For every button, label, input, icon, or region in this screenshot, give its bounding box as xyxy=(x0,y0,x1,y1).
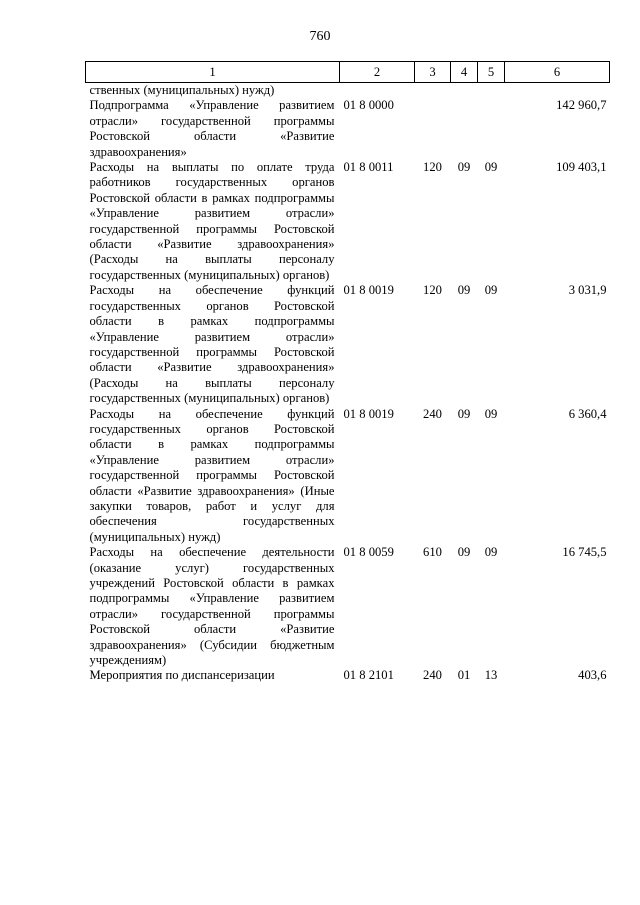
row-pr: 09 xyxy=(484,160,498,175)
row-vr: 120 xyxy=(423,283,442,298)
page-number: 760 xyxy=(309,29,331,44)
table-row xyxy=(86,283,610,406)
row-pr: 09 xyxy=(484,283,498,298)
row-description: Расходы на обеспечение функций государственных органов Ростовской области в рамках подпрограммы «Управление развитием отрасли» государственной программы Ростовской области «Развитие здравоохранения» (Расходы на выплаты персоналу государственных (муниципальных) органов) xyxy=(89,283,335,406)
row-vr xyxy=(415,98,451,160)
table-row xyxy=(86,160,610,283)
header-row xyxy=(86,62,610,83)
row-code xyxy=(340,83,415,99)
row-vr: 610 xyxy=(423,545,442,560)
row-code: 01 8 0000 xyxy=(343,98,394,113)
row-amount: 3 031,9 xyxy=(568,283,607,298)
row-pr xyxy=(478,98,505,160)
row-rz: 01 xyxy=(457,668,471,683)
row-amount: 6 360,4 xyxy=(568,406,607,421)
table-row xyxy=(86,545,610,668)
row-description: Расходы на обеспечение функций государственных органов Ростовской области в рамках подпрограммы «Управление развитием отрасли» государственной программы Ростовской области «Развитие здравоохранения» (Иные закупки товаров, работ и услуг для обеспечения государственных (муниципальных) нужд) xyxy=(89,406,335,544)
row-amount: 109 403,1 xyxy=(556,160,607,175)
row-rz xyxy=(451,83,478,99)
row-rz: 09 xyxy=(457,406,471,421)
row-vr xyxy=(415,83,451,99)
header-col-1: 1 xyxy=(86,62,340,83)
row-vr: 120 xyxy=(423,160,442,175)
row-code: 01 8 0059 xyxy=(343,545,394,560)
header-col-4: 4 xyxy=(451,62,478,83)
row-description: ственных (муниципальных) нужд) xyxy=(89,83,275,97)
table-header xyxy=(86,62,610,83)
row-code: 01 8 2101 xyxy=(343,668,394,683)
header-col-5: 5 xyxy=(478,62,505,83)
row-description: Расходы на обеспечение деятельности (оказание услуг) государственных учреждений Ростовской области в рамках подпрограммы «Управление развитием отрасли» государственной программы Ростовской области «Развитие здравоохранения» (Субсидии бюджетным учреждениям) xyxy=(89,545,335,668)
row-pr xyxy=(478,83,505,99)
budget-table xyxy=(85,61,610,684)
row-rz: 09 xyxy=(457,283,471,298)
row-rz xyxy=(451,98,478,160)
row-code: 01 8 0011 xyxy=(343,160,394,175)
row-description: Мероприятия по диспансеризации xyxy=(89,668,275,683)
row-amount: 16 745,5 xyxy=(562,545,607,560)
row-amount: 403,6 xyxy=(578,668,607,683)
table-row xyxy=(86,83,610,99)
row-pr: 09 xyxy=(484,545,498,560)
row-rz: 09 xyxy=(457,545,471,560)
header-col-3: 3 xyxy=(415,62,451,83)
row-vr: 240 xyxy=(423,668,442,683)
header-col-2: 2 xyxy=(340,62,415,83)
row-pr: 13 xyxy=(484,668,498,683)
row-code: 01 8 0019 xyxy=(343,283,394,298)
row-amount: 142 960,7 xyxy=(556,98,607,113)
table-body xyxy=(86,83,610,684)
row-amount xyxy=(505,83,610,99)
row-code: 01 8 0019 xyxy=(343,406,394,421)
row-description: Подпрограмма «Управление развитием отрасли» государственной программы Ростовской области «Развитие здравоохранения» xyxy=(89,98,335,159)
table-row xyxy=(86,98,610,160)
header-col-6: 6 xyxy=(505,62,610,83)
row-rz: 09 xyxy=(457,160,471,175)
row-description: Расходы на выплаты по оплате труда работников государственных органов Ростовской области в рамках подпрограммы «Управление развитием отрасли» государственной программы Ростовской области «Развитие здравоохранения» (Расходы на выплаты персоналу государственных (муниципальных) органов) xyxy=(89,160,335,282)
table-row xyxy=(86,407,610,546)
row-pr: 09 xyxy=(484,406,498,421)
row-vr: 240 xyxy=(423,406,442,421)
table-row xyxy=(86,668,610,683)
